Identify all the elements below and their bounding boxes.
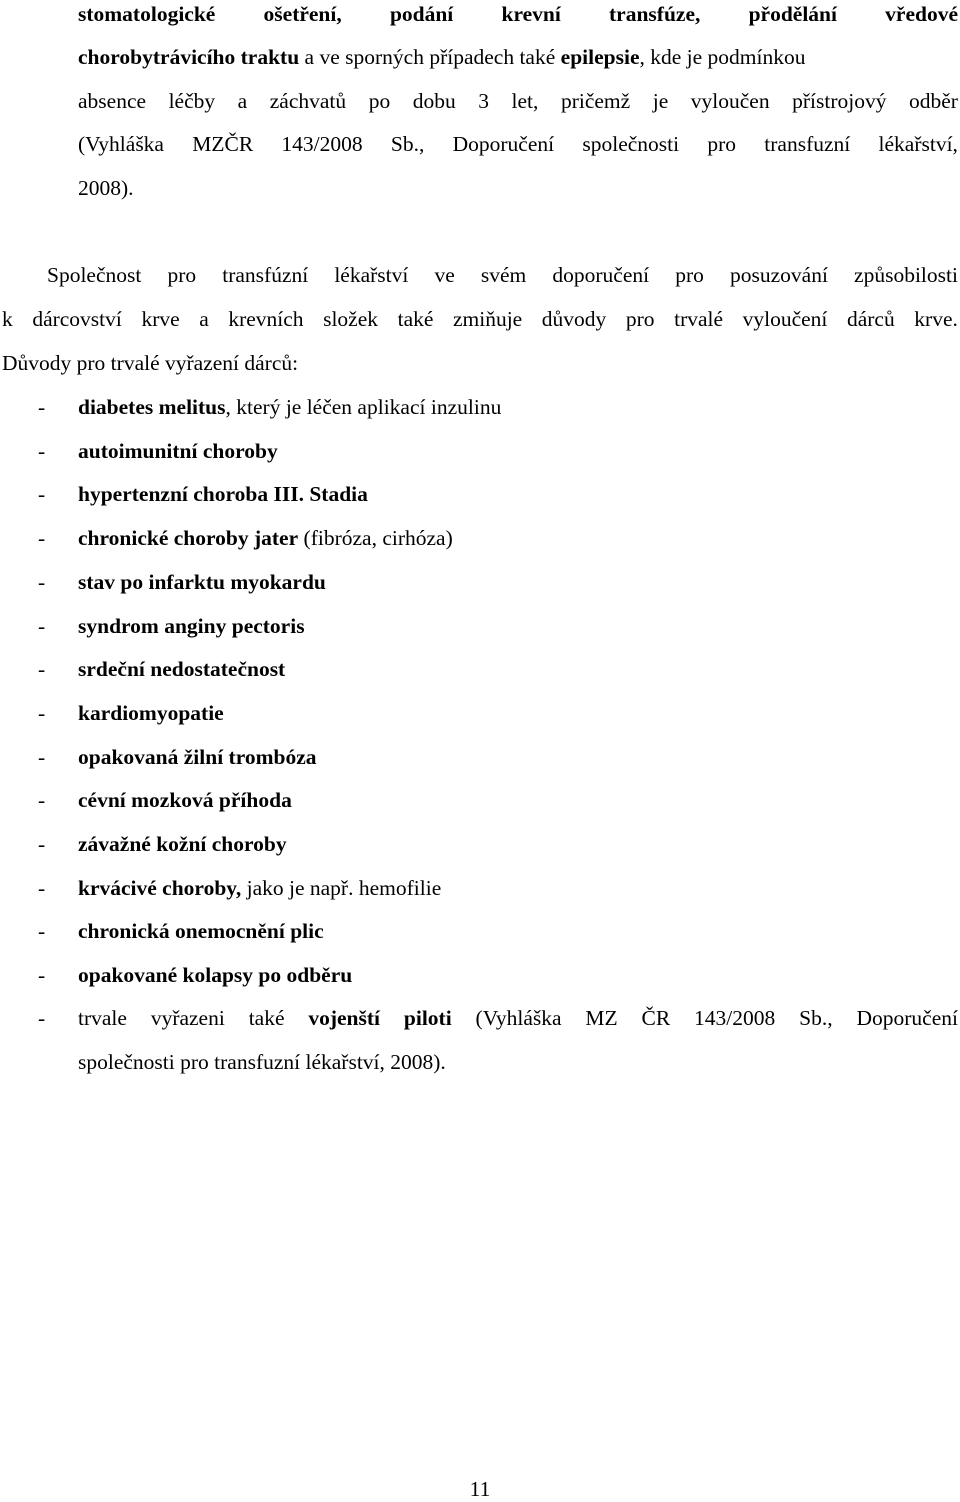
word: přodělání — [748, 2, 837, 26]
word: k — [2, 307, 13, 331]
word: krevních — [228, 307, 304, 331]
list-item-text — [78, 394, 501, 420]
list-item-text — [78, 656, 285, 682]
word: trvale — [78, 1006, 127, 1030]
word: pro — [625, 307, 655, 331]
list-item-text — [78, 875, 441, 901]
paragraph1-line4 — [78, 131, 958, 157]
text: (fibróza, cirhóza) — [298, 526, 453, 551]
word: transfúze, — [609, 2, 701, 26]
list-item-text — [78, 438, 278, 464]
word: stomatologické — [78, 2, 216, 26]
word: způsobilosti — [854, 263, 958, 287]
word: vředové — [885, 2, 958, 26]
bold-text: stav po infarktu myokardu — [78, 569, 326, 594]
word: společnosti — [582, 132, 680, 156]
list-dash: - — [38, 919, 46, 944]
list-dash: - — [38, 657, 46, 682]
list-item-text — [78, 481, 368, 507]
word: složek — [323, 307, 379, 331]
list-dash: - — [38, 875, 46, 900]
text: jako je např. hemofilie — [241, 875, 442, 900]
word: dárcovství — [32, 307, 122, 331]
word: trvalé — [674, 307, 724, 331]
word: transfúzní — [222, 263, 309, 287]
word: 143/2008 — [281, 132, 363, 156]
bold-text: chorobytrávicího traktu — [78, 45, 300, 69]
word: léčby — [168, 89, 216, 113]
bold-text: cévní mozková příhoda — [78, 788, 292, 813]
word: Doporučení — [856, 1006, 958, 1030]
word: vyloučen — [690, 89, 770, 113]
word: po — [368, 89, 391, 113]
word: vyřazeni — [150, 1006, 225, 1030]
word: ve — [434, 263, 455, 287]
list-dash: - — [38, 482, 46, 507]
word: pričemž — [560, 89, 631, 113]
word: 3 — [478, 89, 489, 113]
bold-text: syndrom anginy pectoris — [78, 613, 305, 638]
list-dash: - — [38, 526, 46, 551]
list-dash: - — [38, 700, 46, 725]
list-dash: - — [38, 832, 46, 856]
bold-text: opakované kolapsy po odběru — [78, 963, 353, 988]
list-item-text — [78, 918, 324, 944]
list-dash: - — [38, 395, 46, 419]
bold-text: opakovaná žilní trombóza — [78, 744, 317, 769]
paragraph2-line1 — [47, 262, 958, 288]
word: MZ — [585, 1006, 618, 1030]
word: MZČR — [192, 132, 254, 156]
word: (Vyhláška — [475, 1006, 562, 1030]
word: odběr — [909, 89, 958, 113]
word: krve. — [914, 307, 958, 331]
bold-text: závažné kožní choroby — [78, 832, 287, 856]
bold-text: kardiomyopatie — [78, 700, 224, 725]
list-dash: - — [38, 438, 46, 463]
word: je — [652, 89, 669, 113]
bold-text: chronické choroby jater — [78, 526, 299, 551]
word: ošetření, — [263, 2, 342, 26]
paragraph1-line1 — [78, 1, 958, 27]
word: absence — [78, 89, 147, 113]
list-dash: - — [38, 1006, 46, 1030]
list-item-last-line1 — [78, 1005, 958, 1031]
word: Sb., — [799, 1006, 833, 1030]
list-item-text — [78, 525, 453, 551]
word: lékařství, — [878, 132, 958, 156]
word: a — [237, 89, 248, 113]
bold-word: vojenští — [308, 1006, 381, 1030]
text: a ve sporných případech také — [299, 45, 561, 69]
text: , který je léčen aplikací inzulinu — [225, 395, 502, 419]
word: krve — [141, 307, 180, 331]
word: důvody — [541, 307, 607, 331]
bold-text: chronická onemocnění plic — [78, 919, 324, 944]
word: zmiňuje — [452, 307, 523, 331]
word: podání — [389, 2, 454, 26]
list-dash: - — [38, 744, 46, 769]
paragraph1-line3 — [78, 88, 958, 114]
bold-text: hypertenzní choroba III. Stadia — [78, 482, 368, 507]
word: a — [199, 307, 209, 331]
word: pro — [167, 263, 197, 287]
word: svém — [480, 263, 527, 287]
word: krevní — [501, 2, 561, 26]
list-item-text — [78, 831, 287, 857]
word: Sb., — [390, 132, 425, 156]
word: také — [248, 1006, 285, 1030]
word: 143/2008 — [694, 1006, 776, 1030]
paragraph1-line5: 2008). — [78, 176, 134, 200]
list-dash: - — [38, 788, 46, 813]
word: dárců — [846, 307, 895, 331]
bold-text: autoimunitní choroby — [78, 438, 278, 463]
list-item-text — [78, 700, 224, 726]
list-dash: - — [38, 569, 46, 594]
word: let, — [511, 89, 539, 113]
word: také — [397, 307, 434, 331]
paragraph2-line2 — [2, 306, 958, 332]
list-dash: - — [38, 613, 46, 638]
word: pro — [675, 263, 704, 287]
word: záchvatů — [269, 89, 347, 113]
bold-text: diabetes melitus — [78, 395, 226, 419]
list-item-text — [78, 787, 292, 813]
bold-text: krvácivé choroby, — [78, 875, 242, 900]
word: (Vyhláška — [78, 132, 164, 156]
word: posuzování — [730, 263, 828, 287]
page-number: 11 — [469, 1477, 491, 1501]
list-item-text — [78, 613, 305, 639]
word: Doporučení — [452, 132, 555, 156]
paragraph1-line2 — [78, 44, 958, 70]
word: dobu — [412, 89, 456, 113]
list-dash: - — [38, 963, 46, 988]
list-item-text — [78, 962, 352, 988]
bold-text: srdeční nedostatečnost — [78, 657, 286, 682]
bold-word: piloti — [403, 1006, 452, 1030]
list-item-text — [78, 569, 326, 595]
word: Společnost — [47, 263, 142, 287]
word: doporučení — [552, 263, 650, 287]
word: transfuzní — [764, 132, 851, 156]
paragraph2-line3: Důvody pro trvalé vyřazení dárců: — [2, 351, 299, 375]
word: ČR — [641, 1006, 671, 1030]
list-item-text — [78, 744, 317, 770]
word: pro — [707, 132, 737, 156]
bold-text: epilepsie — [560, 45, 640, 69]
list-item-last-line2: společnosti pro transfuzní lékařství, 2008). — [78, 1050, 446, 1074]
word: vyloučení — [742, 307, 828, 331]
word: přístrojový — [792, 89, 887, 113]
word: lékařství — [334, 263, 409, 287]
text: , kde je podmínkou — [639, 45, 806, 69]
